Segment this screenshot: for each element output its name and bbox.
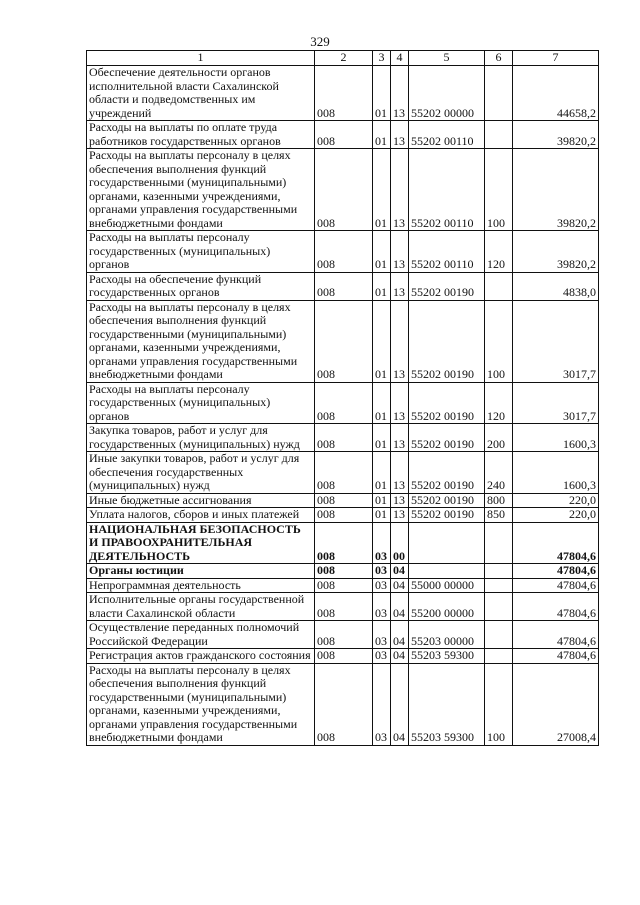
subsection-cell: 04 — [391, 663, 409, 745]
table-row — [87, 564, 599, 579]
table-row — [87, 621, 599, 649]
section-cell: 01 — [373, 493, 391, 508]
row-name-cell: Расходы на выплаты персоналу в целях обеспечения выполнения функций государственными (муниципальными) органами, казенными учреждениями, органами управления государственными внебюджетными фондами — [87, 663, 315, 745]
amount-cell: 47804,6 — [513, 621, 599, 649]
section-cell: 01 — [373, 121, 391, 149]
amount-cell: 3017,7 — [513, 382, 599, 424]
grbs-code-cell: 008 — [315, 508, 373, 523]
amount-cell: 44658,2 — [513, 66, 599, 121]
subsection-cell: 13 — [391, 382, 409, 424]
grbs-code-cell: 008 — [315, 66, 373, 121]
section-cell: 01 — [373, 231, 391, 273]
table-row — [87, 522, 599, 564]
section-cell: 01 — [373, 300, 391, 382]
row-name-cell: Иные бюджетные ассигнования — [87, 493, 315, 508]
column-header: 4 — [391, 51, 409, 66]
target-article-cell: 55202 00190 — [409, 452, 485, 494]
expense-type-cell: 120 — [485, 382, 513, 424]
subsection-cell: 13 — [391, 452, 409, 494]
table-row — [87, 452, 599, 494]
grbs-code-cell: 008 — [315, 231, 373, 273]
section-cell: 03 — [373, 663, 391, 745]
expense-type-cell: 850 — [485, 508, 513, 523]
grbs-code-cell: 008 — [315, 564, 373, 579]
column-header: 3 — [373, 51, 391, 66]
grbs-code-cell: 008 — [315, 663, 373, 745]
target-article-cell: 55203 00000 — [409, 621, 485, 649]
target-article-cell — [409, 564, 485, 579]
target-article-cell: 55200 00000 — [409, 593, 485, 621]
page-number: 329 — [310, 34, 330, 49]
subsection-cell: 04 — [391, 564, 409, 579]
expense-type-cell — [485, 649, 513, 664]
grbs-code-cell: 008 — [315, 593, 373, 621]
target-article-cell: 55203 59300 — [409, 663, 485, 745]
row-name-cell: Обеспечение деятельности органов исполнительной власти Сахалинской области и подведомственных им учреждений — [87, 66, 315, 121]
row-name-cell: Непрограммная деятельность — [87, 578, 315, 593]
amount-cell: 27008,4 — [513, 663, 599, 745]
table-row — [87, 493, 599, 508]
column-header: 7 — [513, 51, 599, 66]
target-article-cell: 55202 00190 — [409, 493, 485, 508]
row-name-cell: Расходы на выплаты персоналу государственных (муниципальных) органов — [87, 231, 315, 273]
column-header: 2 — [315, 51, 373, 66]
section-cell: 01 — [373, 272, 391, 300]
subsection-cell: 13 — [391, 66, 409, 121]
target-article-cell: 55202 00190 — [409, 508, 485, 523]
section-cell: 01 — [373, 508, 391, 523]
subsection-cell: 13 — [391, 149, 409, 231]
section-cell: 03 — [373, 593, 391, 621]
section-cell: 03 — [373, 649, 391, 664]
table-row — [87, 121, 599, 149]
amount-cell: 220,0 — [513, 493, 599, 508]
expense-type-cell: 240 — [485, 452, 513, 494]
target-article-cell: 55202 00190 — [409, 424, 485, 452]
row-name-cell: Расходы на выплаты персоналу в целях обеспечения выполнения функций государственными (муниципальными) органами, казенными учреждениями, органами управления государственными внебюджетными фондами — [87, 300, 315, 382]
subsection-cell: 13 — [391, 231, 409, 273]
row-name-cell: Уплата налогов, сборов и иных платежей — [87, 508, 315, 523]
expense-type-cell: 100 — [485, 663, 513, 745]
expense-type-cell: 120 — [485, 231, 513, 273]
expense-type-cell: 800 — [485, 493, 513, 508]
subsection-cell: 04 — [391, 621, 409, 649]
row-name-cell: Осуществление переданных полномочий Российской Федерации — [87, 621, 315, 649]
target-article-cell: 55000 00000 — [409, 578, 485, 593]
expense-type-cell — [485, 593, 513, 621]
amount-cell: 4838,0 — [513, 272, 599, 300]
target-article-cell: 55202 00110 — [409, 149, 485, 231]
row-name-cell: Органы юстиции — [87, 564, 315, 579]
subsection-cell: 04 — [391, 593, 409, 621]
target-article-cell — [409, 522, 485, 564]
grbs-code-cell: 008 — [315, 578, 373, 593]
table-row — [87, 649, 599, 664]
subsection-cell: 04 — [391, 578, 409, 593]
table-row — [87, 272, 599, 300]
row-name-cell: Регистрация актов гражданского состояния — [87, 649, 315, 664]
budget-table — [86, 50, 599, 746]
row-name-cell: Расходы на выплаты персоналу в целях обеспечения выполнения функций государственными (муниципальными) органами, казенными учреждениями, органами управления государственными внебюджетными фондами — [87, 149, 315, 231]
target-article-cell: 55203 59300 — [409, 649, 485, 664]
grbs-code-cell: 008 — [315, 300, 373, 382]
grbs-code-cell: 008 — [315, 424, 373, 452]
table-row — [87, 508, 599, 523]
grbs-code-cell: 008 — [315, 452, 373, 494]
section-cell: 03 — [373, 522, 391, 564]
subsection-cell: 04 — [391, 649, 409, 664]
table-body — [87, 66, 599, 746]
section-cell: 01 — [373, 382, 391, 424]
amount-cell: 47804,6 — [513, 564, 599, 579]
target-article-cell: 55202 00110 — [409, 121, 485, 149]
table-row — [87, 66, 599, 121]
expense-type-cell — [485, 621, 513, 649]
expense-type-cell — [485, 121, 513, 149]
column-header: 5 — [409, 51, 485, 66]
row-name-cell: Расходы на обеспечение функций государственных органов — [87, 272, 315, 300]
expense-type-cell — [485, 564, 513, 579]
grbs-code-cell: 008 — [315, 621, 373, 649]
table-row — [87, 663, 599, 745]
row-name-cell: Закупка товаров, работ и услуг для государственных (муниципальных) нужд — [87, 424, 315, 452]
grbs-code-cell: 008 — [315, 382, 373, 424]
amount-cell: 1600,3 — [513, 424, 599, 452]
subsection-cell: 13 — [391, 121, 409, 149]
table-row — [87, 593, 599, 621]
table-row — [87, 578, 599, 593]
table-row — [87, 382, 599, 424]
expense-type-cell — [485, 578, 513, 593]
row-name-cell: Расходы на выплаты персоналу государственных (муниципальных) органов — [87, 382, 315, 424]
section-cell: 03 — [373, 564, 391, 579]
subsection-cell: 13 — [391, 493, 409, 508]
amount-cell: 39820,2 — [513, 149, 599, 231]
expense-type-cell: 100 — [485, 149, 513, 231]
amount-cell: 39820,2 — [513, 121, 599, 149]
table-row — [87, 300, 599, 382]
subsection-cell: 13 — [391, 424, 409, 452]
column-header: 1 — [87, 51, 315, 66]
target-article-cell: 55202 00000 — [409, 66, 485, 121]
target-article-cell: 55202 00190 — [409, 272, 485, 300]
grbs-code-cell: 008 — [315, 121, 373, 149]
grbs-code-cell: 008 — [315, 493, 373, 508]
table-row — [87, 149, 599, 231]
section-cell: 01 — [373, 452, 391, 494]
amount-cell: 47804,6 — [513, 593, 599, 621]
subsection-cell: 13 — [391, 508, 409, 523]
grbs-code-cell: 008 — [315, 649, 373, 664]
section-cell: 01 — [373, 424, 391, 452]
amount-cell: 47804,6 — [513, 522, 599, 564]
expense-type-cell: 100 — [485, 300, 513, 382]
row-name-cell: Иные закупки товаров, работ и услуг для обеспечения государственных (муниципальных) нужд — [87, 452, 315, 494]
expense-type-cell: 200 — [485, 424, 513, 452]
subsection-cell: 13 — [391, 272, 409, 300]
row-name-cell: Расходы на выплаты по оплате труда работников государственных органов — [87, 121, 315, 149]
amount-cell: 47804,6 — [513, 578, 599, 593]
amount-cell: 39820,2 — [513, 231, 599, 273]
target-article-cell: 55202 00110 — [409, 231, 485, 273]
grbs-code-cell: 008 — [315, 272, 373, 300]
subsection-cell: 00 — [391, 522, 409, 564]
amount-cell: 47804,6 — [513, 649, 599, 664]
row-name-cell: Исполнительные органы государственной власти Сахалинской области — [87, 593, 315, 621]
section-cell: 01 — [373, 66, 391, 121]
grbs-code-cell: 008 — [315, 522, 373, 564]
target-article-cell: 55202 00190 — [409, 382, 485, 424]
amount-cell: 1600,3 — [513, 452, 599, 494]
table-row — [87, 424, 599, 452]
table-header-row — [87, 51, 599, 66]
amount-cell: 3017,7 — [513, 300, 599, 382]
section-cell: 03 — [373, 578, 391, 593]
row-name-cell: НАЦИОНАЛЬНАЯ БЕЗОПАСНОСТЬ И ПРАВООХРАНИТЕЛЬНАЯ ДЕЯТЕЛЬНОСТЬ — [87, 522, 315, 564]
target-article-cell: 55202 00190 — [409, 300, 485, 382]
expense-type-cell — [485, 272, 513, 300]
subsection-cell: 13 — [391, 300, 409, 382]
expense-type-cell — [485, 66, 513, 121]
section-cell: 03 — [373, 621, 391, 649]
expense-type-cell — [485, 522, 513, 564]
table-row — [87, 231, 599, 273]
amount-cell: 220,0 — [513, 508, 599, 523]
grbs-code-cell: 008 — [315, 149, 373, 231]
column-header: 6 — [485, 51, 513, 66]
section-cell: 01 — [373, 149, 391, 231]
